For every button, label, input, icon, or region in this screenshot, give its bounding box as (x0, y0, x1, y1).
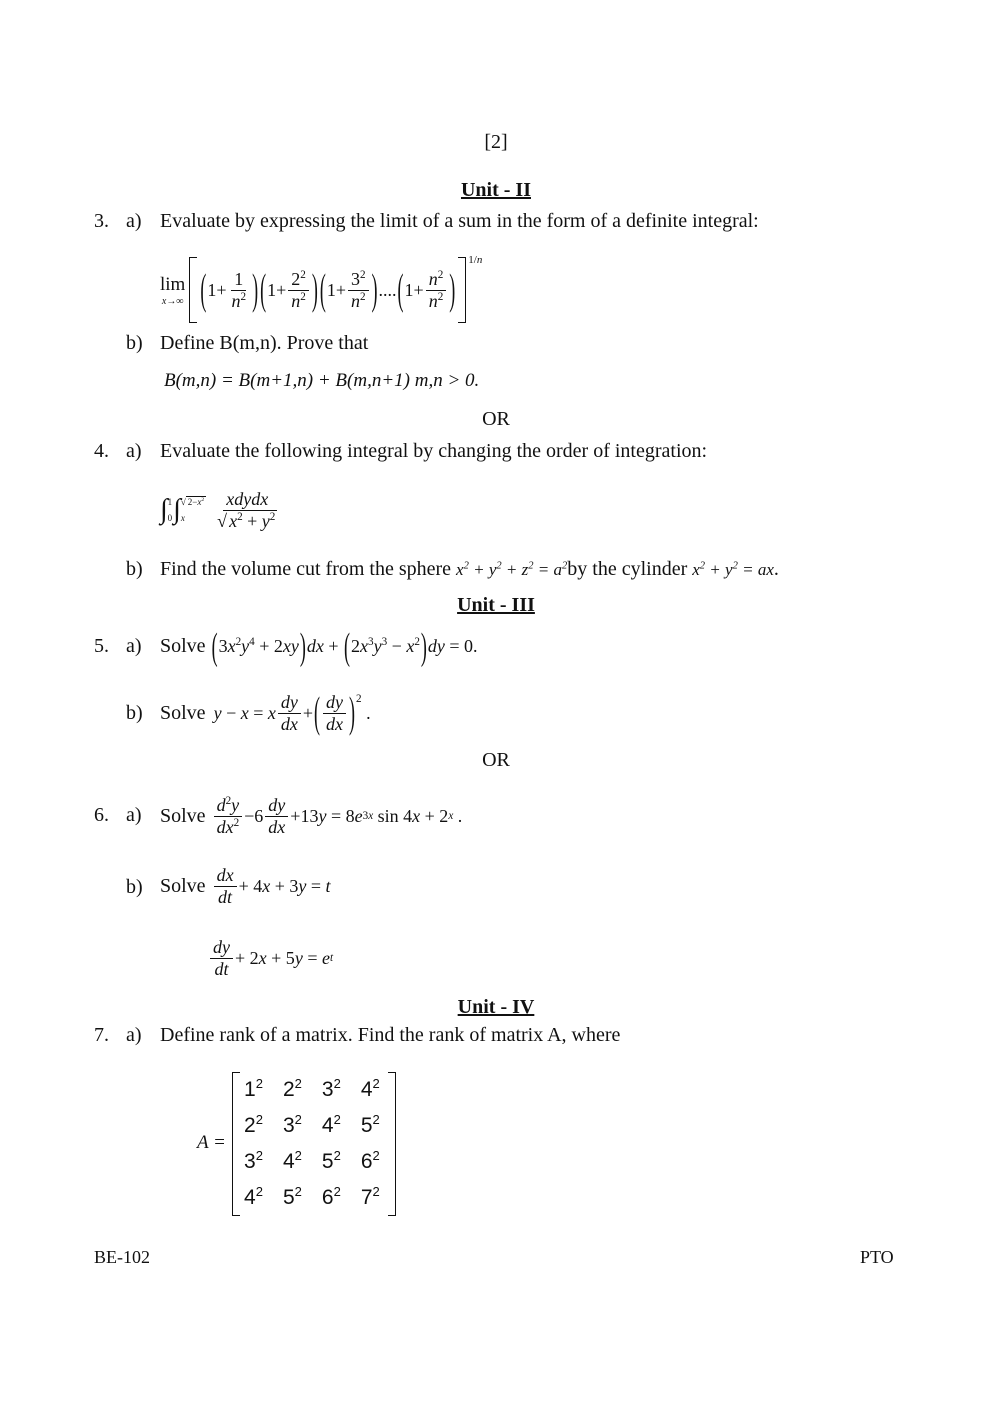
q3-number: 3. (94, 210, 109, 232)
footer-code: BE-102 (94, 1247, 150, 1267)
q5-number: 5. (94, 635, 109, 657)
q5b-label: b) (126, 702, 143, 724)
matrix-cell: $2^2$ (282, 1076, 302, 1101)
matrix-cell: $5^2$ (321, 1148, 341, 1173)
page-number: [2] (484, 131, 508, 153)
q5a-solve: Solve (160, 635, 206, 657)
matrix-row (236, 1108, 392, 1144)
matrix-cell: $4^2$ (244, 1184, 263, 1209)
or-separator-2: OR (482, 749, 510, 771)
matrix-name: A = (197, 1132, 226, 1153)
q7-number: 7. (94, 1024, 109, 1046)
q4b-label: b) (126, 558, 143, 580)
q5a-label: a) (126, 635, 142, 657)
q4-number: 4. (94, 440, 109, 462)
unit-iv-heading: Unit - IV (457, 996, 535, 1018)
matrix-cell: $4^2$ (360, 1076, 380, 1101)
footer-pto: PTO (860, 1247, 894, 1267)
q7a-text: Define rank of a matrix. Find the rank of matrix A, where (160, 1024, 621, 1046)
matrix-row (236, 1144, 392, 1180)
q3b-label: b) (126, 332, 143, 354)
q7a-label: a) (126, 1024, 142, 1046)
q4b-text-part1: Find the volume cut from the sphere (160, 558, 452, 580)
unit-ii-heading: Unit - II (460, 179, 531, 201)
q6a-solve: Solve (160, 804, 206, 827)
matrix-cell: $4^2$ (282, 1148, 302, 1173)
matrix-a (232, 1072, 396, 1216)
q6a-row: Solve $\frac{d^2y}{dx^2}$ −6 $\frac{dy}{dx}$ +13 y = 8 e 3x sin 4 x + 2 x . (160, 794, 463, 837)
matrix-row (236, 1180, 392, 1216)
q4a-label: a) (126, 440, 142, 462)
q4b-text-part2: by the cylinder (567, 558, 688, 580)
q6b-label: b) (126, 876, 143, 898)
q4a-text: Evaluate the following integral by changing the order of integration: (160, 440, 708, 462)
q5b-solve: Solve (160, 701, 206, 724)
matrix-row (236, 1072, 392, 1108)
q5b-row: Solve y − x = x $\frac{dy}{dx}$ + ( $\frac{dy}{dx}$ ) $^2$ . (160, 687, 371, 736)
or-separator-1: OR (482, 408, 510, 430)
matrix-cell: $4^2$ (321, 1112, 341, 1137)
q6-number: 6. (94, 804, 109, 826)
matrix-cell: $7^2$ (360, 1184, 380, 1209)
q3a-label: a) (126, 210, 142, 232)
q3b-text: Define B(m,n). Prove that (160, 332, 369, 354)
matrix-cell: $5^2$ (360, 1112, 380, 1137)
matrix-cell: $2^2$ (244, 1112, 263, 1137)
q6a-label: a) (126, 804, 142, 826)
q6b-equation-2: $\frac{dy}{dt}$ + 2 x + 5 y = e t (208, 928, 333, 988)
q6b-row: Solve $\frac{dx}{dt}$ + 4 x + 3 y = t (160, 864, 331, 907)
matrix-cell: $3^2$ (282, 1112, 302, 1137)
matrix-cell: $5^2$ (282, 1184, 302, 1209)
q5a-row: Solve $(3x^2y^4 + 2xy)dx + (2x^3y^3 - x^2)dy = 0$. (160, 625, 478, 668)
q4a-integral-formula: ∫ 1 0 ∫ √ $2-x^2$ x $\frac{\text{xdydx}}{√ x^2 + y^2}$ (160, 488, 276, 531)
q3a-limit-formula: lim x→∞ ( 1+ $\frac{1}{n^2}$ ) ( 1+ $\frac{2^2}{n^2}$ ) ( 1+ $\frac{3^2}{n^2}$ ) .... ( 1+ $\frac{n^2}{n^2}$ ) 1/n (160, 254, 482, 326)
matrix-cell: $6^2$ (321, 1184, 341, 1209)
matrix-cell: $6^2$ (360, 1148, 380, 1173)
q6b-solve: Solve (160, 874, 206, 897)
matrix-cell: $3^2$ (321, 1076, 341, 1101)
q3a-text: Evaluate by expressing the limit of a sum in the form of a definite integral: (160, 210, 759, 232)
q3b-formula: B(m,n) = B(m+1,n) + B(m,n+1) m,n > 0. (164, 370, 480, 391)
matrix-cell: $1^2$ (244, 1076, 263, 1101)
q4b-text: Find the volume cut from the sphere $x^2 + y^2 + z^2 = a^2by$ the cylinder $x^2 + y^2$ = ax. (160, 558, 779, 580)
unit-iii-heading: Unit - III (457, 594, 535, 616)
matrix-cell: $3^2$ (244, 1148, 263, 1173)
